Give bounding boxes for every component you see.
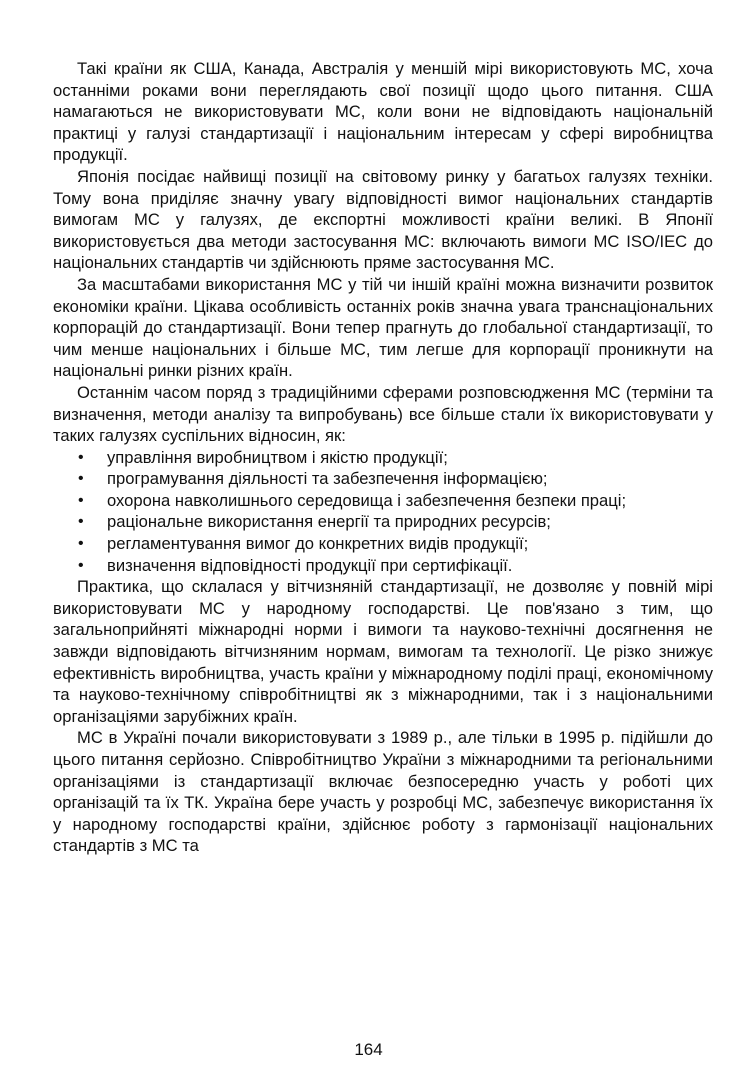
bullet-icon: • <box>78 535 84 553</box>
bullet-icon: • <box>78 513 84 531</box>
bullet-item <box>53 447 713 469</box>
bullet-text: раціональне використання енергії та природних ресурсів; <box>107 512 551 532</box>
paragraph-domestic-practice: Практика, що склалася у вітчизняній стандартизації, не дозволяє у повній мірі використовувати МС у народному господарстві. Це пов'язано з тим, що загальноприйняті міжнародні норми і вимоги та науково-технічні досягнення не завжди відповідають вітчизняним нормам, вимогам та технології. Це різко знижує ефективність виробництва, участь країни у міжнародному поділі праці, економічному та науково-технічному співробітництві як з міжнародними, так і з національними організаціями зарубіжних країн. <box>53 577 713 726</box>
bullet-icon: • <box>78 470 84 488</box>
bullet-text: охорона навколишнього середовища і забезпечення безпеки праці; <box>107 490 627 510</box>
bullet-text: управління виробництвом і якістю продукції; <box>107 447 448 467</box>
paragraph-corporations: За масштабами використання МС у тій чи іншій країні можна визначити розвиток економіки країни. Цікава особливість останніх років значна увага транснаціональних корпорацій до стандартизації. Вони тепер прагнуть до глобальної стандартизації, то чим менше національних і більше МС, тим легше для корпорації проникнути на національні ринки різних країн. <box>53 274 713 381</box>
bullet-item <box>53 511 713 533</box>
bullet-text: регламентування вимог до конкретних видів продукції; <box>107 534 529 554</box>
bullet-icon: • <box>78 556 84 574</box>
bullet-item <box>53 468 713 490</box>
page-body <box>53 58 713 857</box>
paragraph-japan: Японія посідає найвищі позиції на світовому ринку у багатьох галузях техніки. Тому вона приділяє значну увагу відповідності вимог національних стандартів вимогам МС у галузях, де експортні можливості країни великі. В Японії використовується два методи застосування МС: включають вимоги МС ISO/IEC до національних стандартів чи здійснюють пряме застосування МС. <box>53 166 713 273</box>
paragraph-ukraine: МС в Україні почали використовувати з 1989 р., але тільки в 1995 р. підійшли до цього питання серйозно. Співробітництво України з міжнародними та регіональними організаціями із стандартизації включає безпосередню участь у роботі цих організацій та їх ТК. Україна бере участь у розробці МС, забезпечує використання їх у народному господарстві країни, здійснює роботу з гармонізації національних стандартів з МС та <box>53 728 713 856</box>
bullet-icon: • <box>78 448 84 466</box>
bullet-item <box>53 533 713 555</box>
paragraph-usa-canada: Такі країни як США, Канада, Австралія у меншій мірі використовують МС, хоча останніми роками вони переглядають свої позиції щодо цього питання. США намагаються не використовувати МС, коли вони не відповідають національній практиці у галузі стандартизації і національним інтересам у сфері виробництва продукції. <box>53 59 713 165</box>
bullet-item <box>53 490 713 512</box>
spheres-bullet-list <box>53 447 713 577</box>
paragraph-spheres-intro: Останнім часом поряд з традиційними сферами розповсюдження МС (терміни та визначення, методи аналізу та випробувань) все більше стали їх використовувати у таких галузях суспільних відносин, як: <box>53 382 713 446</box>
bullet-text: програмування діяльності та забезпечення інформацією; <box>107 469 548 489</box>
page-number: 164 <box>354 1040 383 1059</box>
bullet-icon: • <box>78 491 84 509</box>
bullet-item <box>53 555 713 577</box>
bullet-text: визначення відповідності продукції при сертифікації. <box>107 555 513 575</box>
